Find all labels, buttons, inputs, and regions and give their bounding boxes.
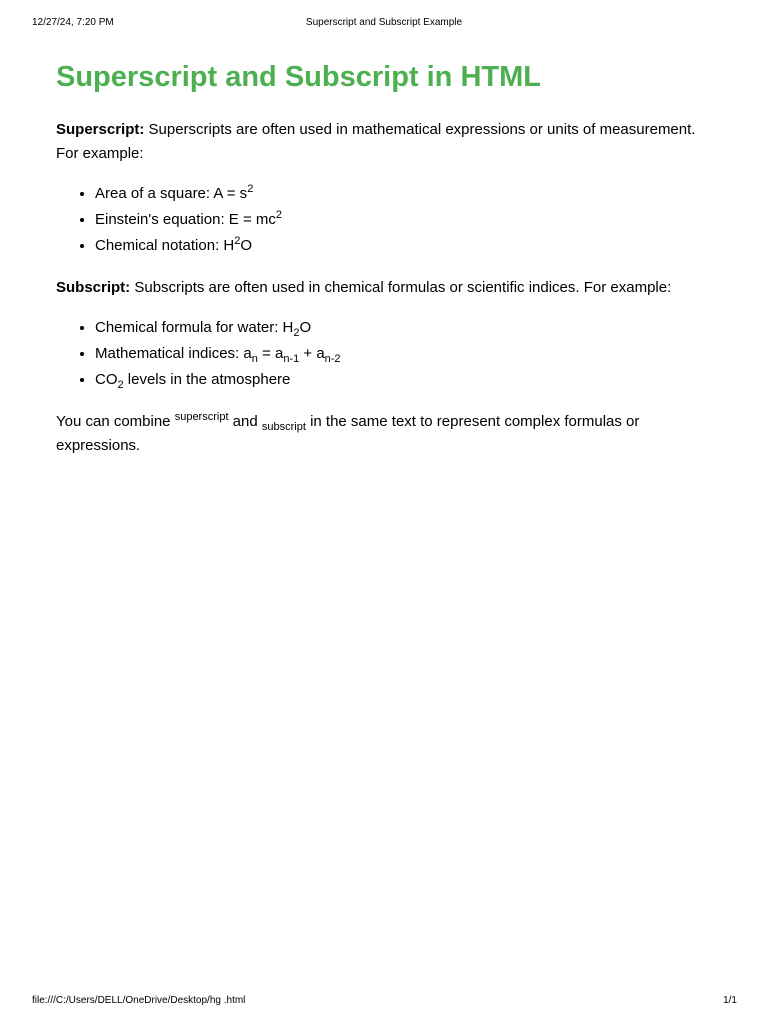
superscript-text: 2 xyxy=(275,209,283,221)
subscript-text: subscript xyxy=(261,421,306,433)
list-item-text: Area of a square: A = s xyxy=(95,185,248,202)
list-item xyxy=(95,207,712,233)
subscript-label: Subscript: xyxy=(56,279,131,296)
list-item xyxy=(95,181,712,207)
superscript-text: superscript xyxy=(174,411,229,423)
paragraph-text: and xyxy=(228,413,262,430)
list-item-text: + a xyxy=(299,345,325,362)
document-body xyxy=(56,59,712,458)
superscript-label: Superscript: xyxy=(56,121,145,138)
print-header xyxy=(0,17,768,31)
list-item-suffix: levels in the atmosphere xyxy=(123,371,291,388)
superscript-examples-list xyxy=(56,181,712,259)
combine-paragraph xyxy=(56,410,712,458)
list-item xyxy=(95,315,712,341)
list-item-suffix: O xyxy=(240,237,253,254)
print-page-title: Superscript and Subscript Example xyxy=(305,17,463,28)
list-item xyxy=(95,341,712,367)
list-item xyxy=(95,233,712,259)
list-item-text: Einstein's equation: E = mc xyxy=(95,211,276,228)
paragraph-text: in the same text to represent complex formulas or expressions. xyxy=(56,413,640,454)
list-item-text: Chemical formula for water: H xyxy=(95,319,294,336)
file-url: file:///C:/Users/DELL/OneDrive/Desktop/hg .html xyxy=(32,995,246,1006)
subscript-text: n-2 xyxy=(324,353,341,365)
subscript-examples-list xyxy=(56,315,712,393)
print-datetime: 12/27/24, 7:20 PM xyxy=(32,17,114,28)
subscript-text: n-1 xyxy=(283,353,300,365)
list-item-text: = a xyxy=(257,345,284,362)
page-number: 1/1 xyxy=(723,995,737,1006)
list-item-text: CO xyxy=(95,371,118,388)
superscript-intro xyxy=(56,118,712,166)
subscript-text: n xyxy=(251,353,258,365)
page-heading: Superscript and Subscript in HTML xyxy=(56,61,541,93)
print-footer xyxy=(0,995,768,1009)
subscript-text: 2 xyxy=(117,379,124,391)
superscript-text: 2 xyxy=(247,183,254,195)
subscript-text: 2 xyxy=(293,327,300,339)
superscript-description: Superscripts are often used in mathematical expressions or units of measurement. For example: xyxy=(56,121,696,162)
superscript-text: 2 xyxy=(234,235,241,247)
paragraph-text: You can combine xyxy=(56,413,175,430)
list-item-text: Mathematical indices: a xyxy=(95,345,252,362)
list-item xyxy=(95,367,712,393)
subscript-intro xyxy=(56,276,712,300)
list-item-suffix: O xyxy=(299,319,312,336)
list-item-text: Chemical notation: H xyxy=(95,237,235,254)
subscript-description: Subscripts are often used in chemical formulas or scientific indices. For example: xyxy=(130,279,672,296)
